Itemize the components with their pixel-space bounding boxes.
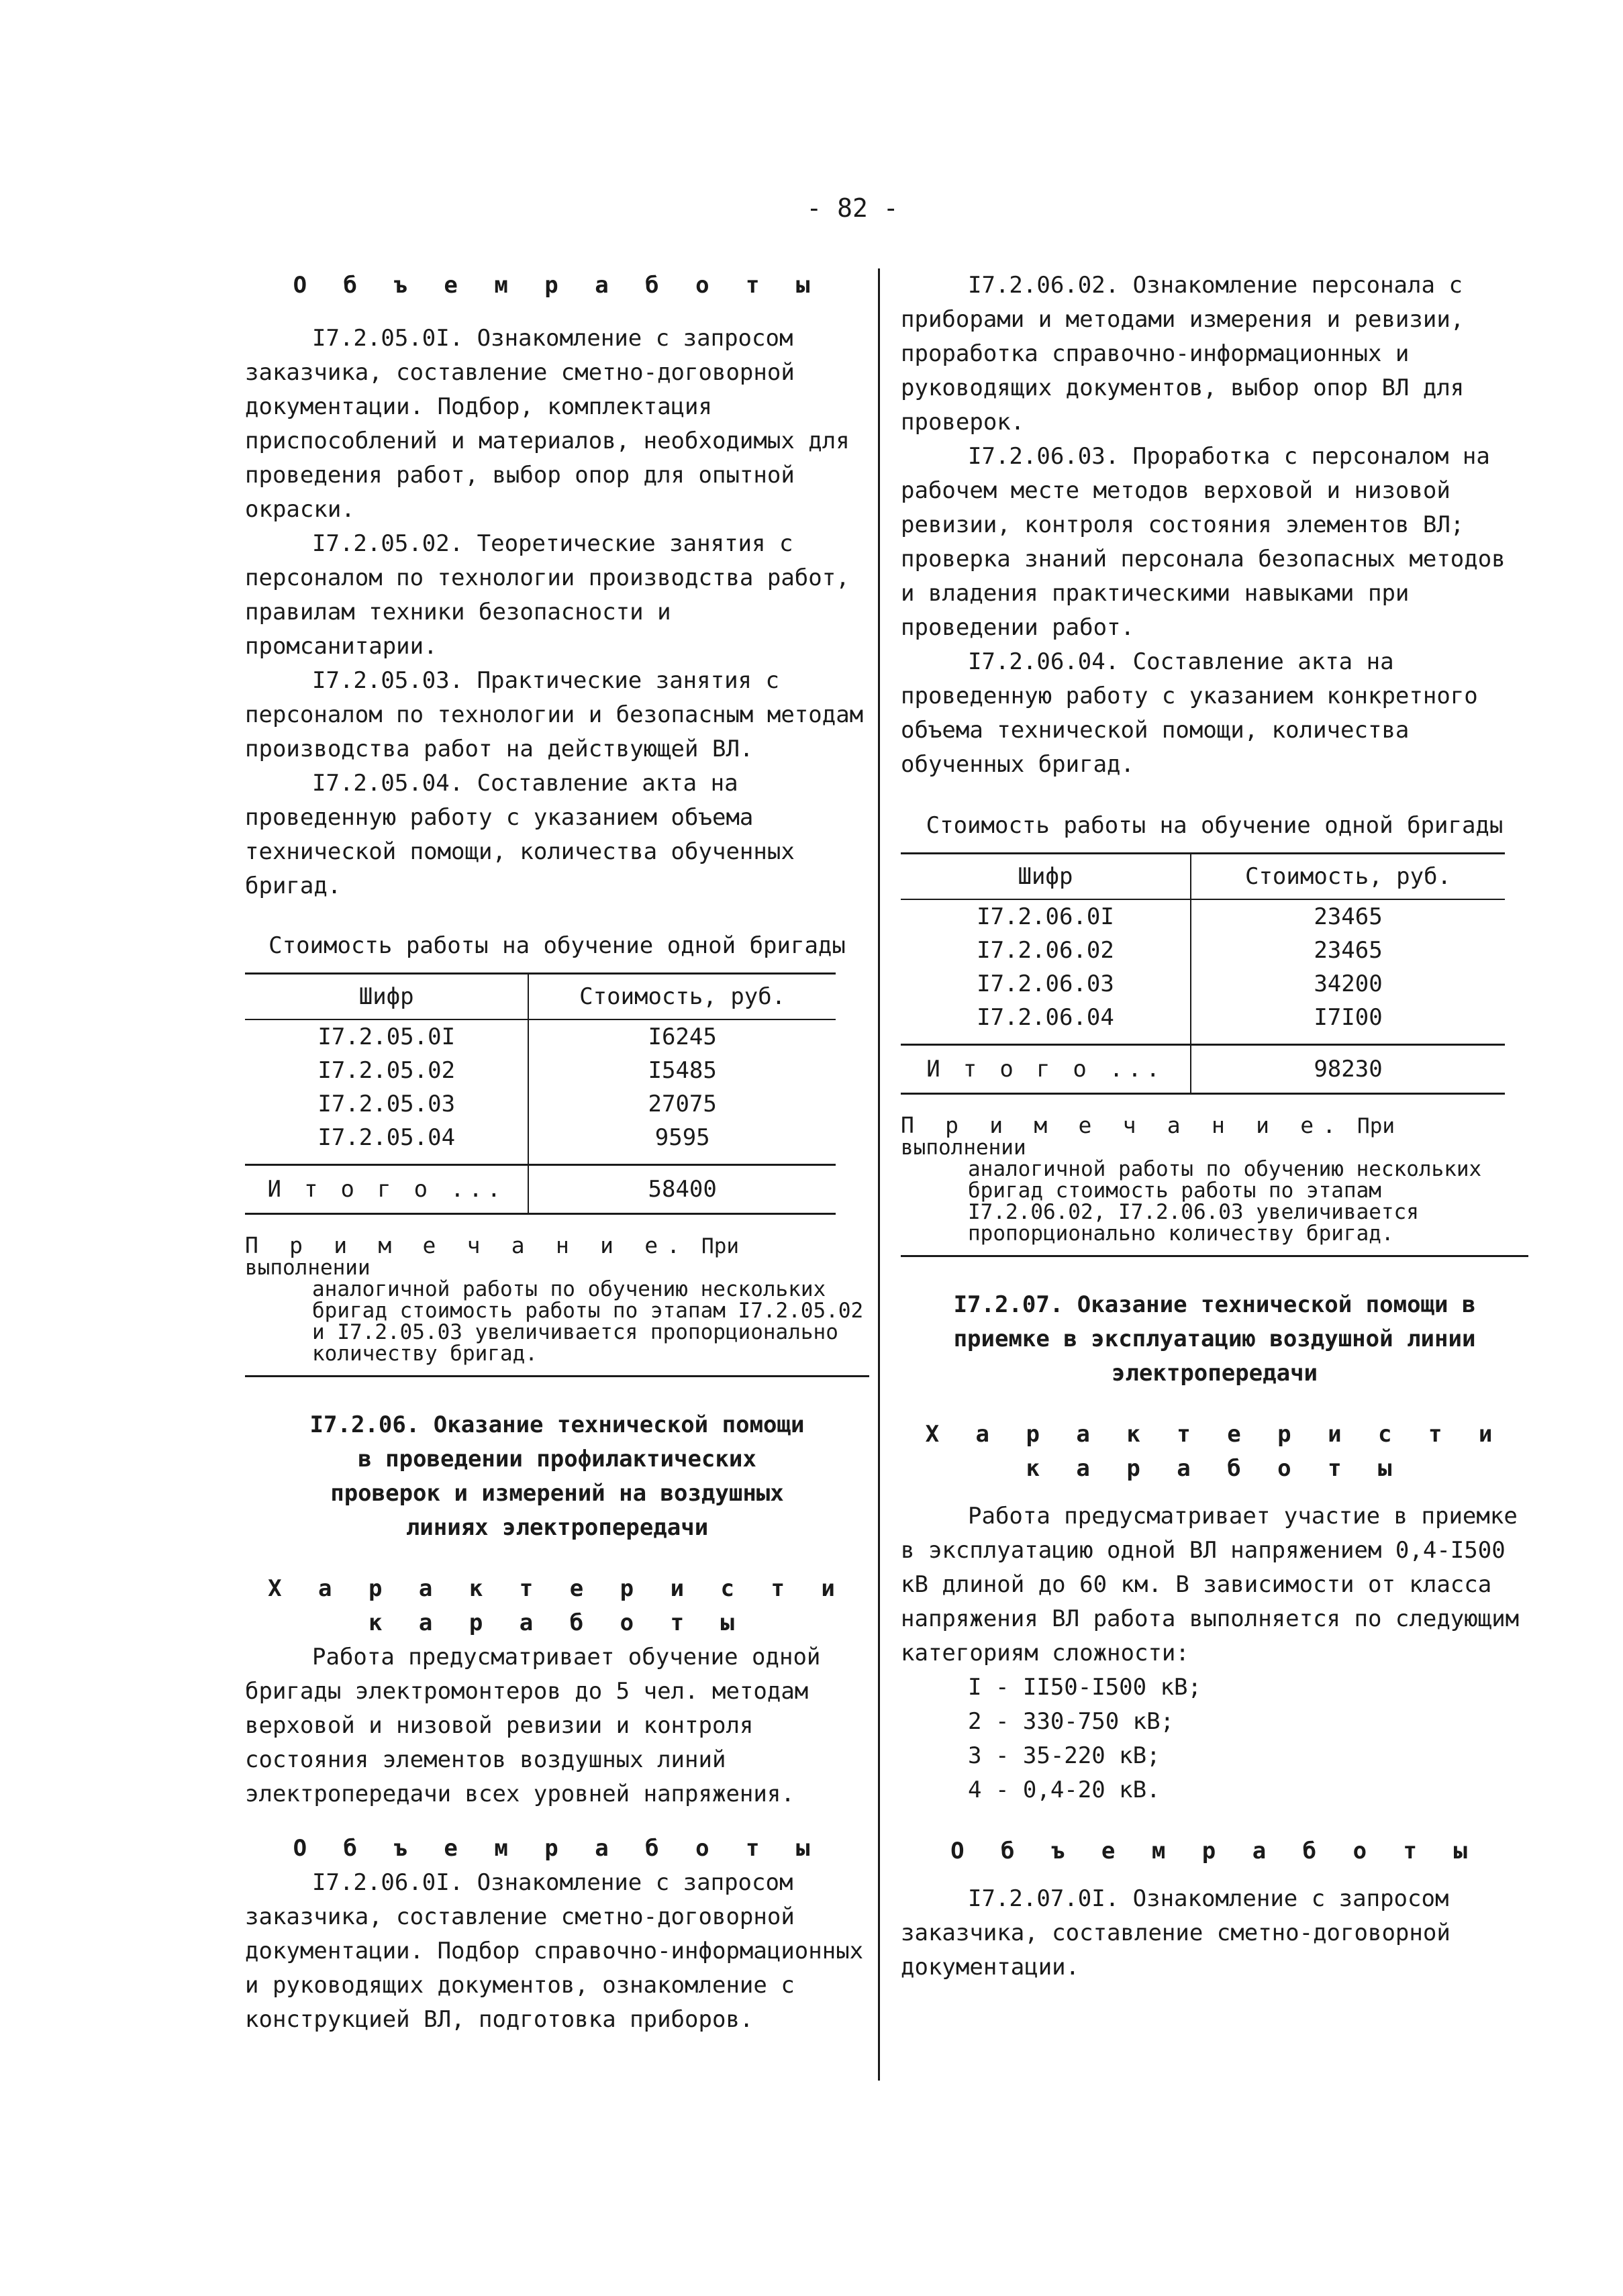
paragraph-17-2-05-04: I7.2.05.04. Составление акта на проведенную работу с указанием объема технической помощи, количества обученных бригад. [245, 770, 795, 899]
paragraph-17-2-07-01: I7.2.07.0I. Ознакомление с запросом заказчика, составление сметно-договорной документации. [901, 1885, 1450, 1981]
right-column [901, 268, 1528, 1985]
paragraph-17-2-05-01: I7.2.05.0I. Ознакомление с запросом заказчика, составление сметно-договорной документации. Подбор, комплектация приспособлений и материалов, необходимых для проведения работ, выбор опор для опытной окраски. [245, 325, 850, 523]
note-body: аналогичной работы по обучению нескольких бригад стоимость работы по этапам I7.2.06.02, I7.2.06.03 увеличивается пропорционально количеству бригад. [968, 1157, 1482, 1246]
row-code: I7.2.05.02 [245, 1054, 528, 1087]
list-item: 4 - 0,4-20 кВ. [968, 1777, 1161, 1803]
table-row [901, 967, 1505, 1001]
row-code: I7.2.06.02 [901, 934, 1191, 967]
table-row [245, 1121, 836, 1165]
table-caption: Стоимость работы на обучение одной бригады [268, 932, 846, 959]
column-header-cost: Стоимость, руб. [528, 974, 836, 1020]
complexity-categories [901, 1670, 1528, 1807]
table-row [901, 899, 1505, 934]
note-title: П р и м е ч а н и е. [901, 1112, 1345, 1138]
total-label: И т о г о ... [901, 1045, 1191, 1094]
page-number: - 82 - [806, 193, 899, 223]
column-header-code: Шифр [901, 854, 1191, 900]
table-caption: Стоимость работы на обучение одной бригады [926, 812, 1504, 839]
row-cost: I5485 [648, 1057, 717, 1084]
table-total-row [245, 1165, 836, 1214]
paragraph-17-2-06-04: I7.2.06.04. Составление акта на проведенную работу с указанием конкретного объема технической помощи, количества обученных бригад. [901, 648, 1478, 778]
cost-table [901, 852, 1505, 1095]
row-code: I7.2.05.0I [245, 1019, 528, 1054]
note [901, 1112, 1528, 1246]
total-value: 98230 [1314, 1056, 1383, 1083]
row-code: I7.2.05.04 [245, 1121, 528, 1165]
column-header-code: Шифр [245, 974, 528, 1020]
note [245, 1232, 869, 1366]
table-row [245, 1019, 836, 1054]
row-cost: 34200 [1314, 970, 1383, 997]
row-cost: I6245 [648, 1024, 717, 1050]
paragraph-17-2-06-03: I7.2.06.03. Проработка с персоналом на рабочем месте методов верховой и низовой ревизии, контроля состояния элементов ВЛ; проверка знаний персонала безопасных методов и владения практическими навыками при проведении работ. [901, 443, 1506, 641]
table-total-row [901, 1045, 1505, 1094]
paragraph-17-2-06-01: I7.2.06.0I. Ознакомление с запросом заказчика, составление сметно-договорной документации. Подбор справочно-информационных и руководящих документов, ознакомление с конструкцией ВЛ, подготовка приборов. [245, 1869, 864, 2033]
characteristics-heading: Х а р а к т е р и с т и к а р а б о т ы [925, 1421, 1504, 1482]
note-title: П р и м е ч а н и е. [245, 1232, 689, 1258]
table-row [901, 934, 1505, 967]
paragraph-17-2-05-03: I7.2.05.03. Практические занятия с персоналом по технологии и безопасным методам производства работ на действующей ВЛ. [245, 667, 864, 762]
section-title: I7.2.06. Оказание технической помощи в проведении профилактических проверок и измерений на воздушных линиях электропередачи [309, 1411, 805, 1541]
row-code: I7.2.05.03 [245, 1087, 528, 1121]
note-body: аналогичной работы по обучению нескольких бригад стоимость работы по этапам I7.2.05.02 и I7.2.05.03 увеличивается пропорционально количеству бригад. [312, 1277, 864, 1366]
table-row [245, 1087, 836, 1121]
paragraph-17-2-06-02: I7.2.06.02. Ознакомление персонала с приборами и методами измерения и ревизии, проработка справочно-информационных и руководящих документов, выбор опор ВЛ для проверок. [901, 272, 1465, 436]
characteristics-text: Работа предусматривает участие в приемке в эксплуатацию одной ВЛ напряжением 0,4-I500 кВ длиной до 60 км. В зависимости от класса напряжения ВЛ работа выполняется по следующим категориям сложности: [901, 1503, 1520, 1666]
characteristics-text: Работа предусматривает обучение одной бригады электромонтеров до 5 чел. методам верховой и низовой ревизии и контроля состояния элементов воздушных линий электропередачи всех уровней напряжения. [245, 1644, 821, 1807]
column-header-cost: Стоимость, руб. [1191, 854, 1505, 900]
list-item: I - II50-I500 кВ; [968, 1674, 1201, 1701]
row-cost: 23465 [1314, 903, 1383, 930]
row-cost: 9595 [654, 1124, 710, 1151]
cost-table [245, 972, 836, 1215]
paragraph-17-2-05-02: I7.2.05.02. Теоретические занятия с персоналом по технологии производства работ, правилам техники безопасности и промсанитарии. [245, 530, 850, 660]
divider [901, 1255, 1528, 1257]
list-item: 3 - 35-220 кВ; [968, 1742, 1161, 1769]
scope-heading: О б ъ е м р а б о т ы [293, 1835, 822, 1862]
total-value: 58400 [648, 1176, 717, 1203]
row-code: I7.2.06.04 [901, 1001, 1191, 1045]
note-first-line: При выполнении [901, 1114, 1395, 1160]
list-item: 2 - 330-750 кВ; [968, 1708, 1175, 1735]
table-row [901, 1001, 1505, 1045]
table-row [245, 1054, 836, 1087]
note-first-line: При выполнении [245, 1234, 740, 1280]
row-code: I7.2.06.03 [901, 967, 1191, 1001]
divider [245, 1375, 869, 1377]
characteristics-heading: Х а р а к т е р и с т и к а р а б о т ы [268, 1575, 846, 1636]
column-divider [878, 268, 880, 2081]
row-cost: I7I00 [1314, 1004, 1383, 1031]
row-cost: 27075 [648, 1091, 717, 1117]
left-column [245, 268, 869, 2037]
scope-heading: О б ъ е м р а б о т ы [293, 272, 822, 299]
row-cost: 23465 [1314, 937, 1383, 964]
total-label: И т о г о ... [245, 1165, 528, 1214]
section-title: I7.2.07. Оказание технической помощи в приемке в эксплуатацию воздушной линии электропередачи [953, 1291, 1476, 1387]
row-code: I7.2.06.0I [901, 899, 1191, 934]
scope-heading: О б ъ е м р а б о т ы [950, 1838, 1479, 1864]
